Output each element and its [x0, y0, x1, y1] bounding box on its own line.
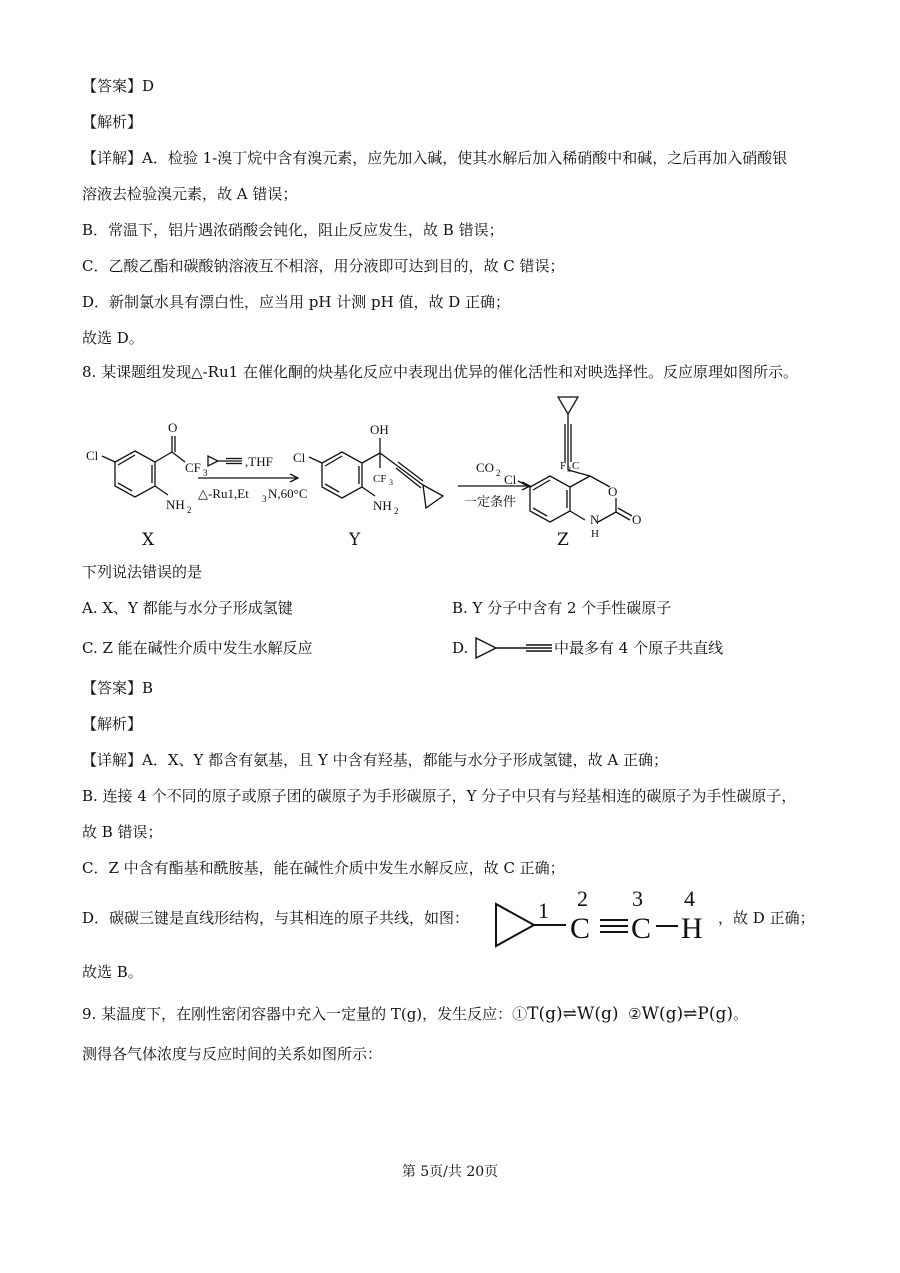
q8-option-d-prefix: D. [452, 639, 469, 657]
q8-detail-d-end: ，故 D 正确； [718, 909, 815, 927]
q8-analysis-heading: 【解析】 [82, 715, 143, 733]
q8-question: 下列说法错误的是 [82, 563, 203, 581]
svg-text:N,60°C: N,60°C [268, 486, 308, 501]
svg-text:CF: CF [373, 473, 387, 485]
q9-stem-line2: 测得各气体浓度与反应时间的关系如图所示： [82, 1045, 383, 1063]
page-footer: 第 5页/共 20页 [401, 1164, 499, 1180]
svg-text:O: O [608, 484, 618, 499]
q9-stem-text: 9. 某温度下，在刚性密闭容器中充入一定量的 T(g)，发生反应：① [82, 1005, 528, 1023]
q8-detail-b-line2: 故 B 错误； [82, 823, 163, 841]
q8-detail-d: D．碳碳三键是直线形结构，与其相连的原子共线，如图： [82, 909, 470, 927]
q8-option-c: C. Z 能在碱性介质中发生水解反应 [82, 639, 313, 657]
reaction-scheme [80, 392, 660, 552]
svg-text:Cl: Cl [293, 450, 306, 465]
q9-period: 。 [732, 1005, 748, 1023]
svg-text:4: 4 [684, 886, 695, 911]
svg-text:3: 3 [632, 886, 643, 911]
svg-text:C: C [572, 460, 580, 472]
cyclopropylacetylene-structure [474, 634, 554, 662]
q7-detail-a-line1: 【详解】A．检验 1-溴丁烷中含有溴元素，应先加入碱，使其水解后加入稀硝酸中和碱，之后再加入硝酸银 [82, 149, 788, 167]
z-benzene-ring [530, 476, 570, 522]
svg-text:1: 1 [538, 898, 549, 923]
svg-text:3: 3 [567, 465, 571, 474]
svg-text:3: 3 [262, 494, 267, 504]
q9-equation-1: T(g)⇌W(g) [527, 1004, 619, 1024]
x-benzene-ring [115, 451, 155, 497]
svg-text:NH: NH [166, 497, 185, 512]
svg-text:OH: OH [370, 422, 389, 437]
y-benzene-ring [322, 452, 362, 498]
svg-text:F: F [560, 460, 567, 472]
q8-answer: 【答案】B [82, 679, 154, 697]
svg-text:H: H [591, 528, 599, 540]
svg-text:2: 2 [577, 886, 588, 911]
q7-detail-b: B．常温下，铝片遇浓硝酸会钝化，阻止反应发生，故 B 错误； [82, 221, 504, 239]
svg-text:Cl: Cl [86, 448, 99, 463]
svg-text:3: 3 [389, 478, 393, 487]
q7-selection: 故选 D。 [82, 329, 144, 347]
q7-analysis-heading: 【解析】 [82, 113, 143, 131]
q8-selection: 故选 B。 [82, 963, 143, 981]
linear-atoms-figure [490, 884, 716, 954]
q7-answer: 【答案】D [82, 77, 155, 95]
q8-detail-b-line1: B. 连接 4 个不同的原子或原子团的碳原子为手形碳原子，Y 分子中只有与羟基相连的碳原子为手性碳原子， [82, 787, 797, 805]
svg-text:一定条件: 一定条件 [464, 494, 517, 509]
svg-text:NH: NH [373, 498, 392, 513]
q8-option-d-suffix: 中最多有 4 个原子共直线 [554, 639, 724, 657]
label-z: Z [557, 530, 569, 550]
svg-text:CF: CF [185, 460, 201, 475]
q9-equation-2: W(g)⇌P(g) [641, 1004, 733, 1024]
label-x: X [142, 530, 155, 550]
svg-text:2: 2 [394, 506, 399, 516]
svg-text:N: N [590, 512, 600, 527]
svg-text:2: 2 [187, 505, 192, 515]
svg-text:CO: CO [476, 460, 495, 475]
svg-text:C: C [570, 912, 591, 945]
svg-text:C: C [631, 912, 652, 945]
svg-text:H: H [681, 912, 703, 945]
svg-text:O: O [168, 420, 178, 435]
label-y: Y [349, 530, 361, 550]
svg-text:2: 2 [496, 468, 501, 478]
q8-detail-c: C．Z 中含有酯基和酰胺基，能在碱性介质中发生水解反应，故 C 正确； [82, 859, 565, 877]
q8-option-a: A. X、Y 都能与水分子形成氢键 [82, 599, 293, 617]
svg-text:Cl: Cl [504, 472, 517, 487]
q8-detail-a: 【详解】A．X、Y 都含有氨基，且 Y 中含有羟基，都能与水分子形成氢键，故 A 正确； [82, 751, 668, 769]
q9-stem-line1 [82, 1004, 748, 1024]
svg-text:O: O [632, 512, 642, 527]
q8-stem: 8. 某课题组发现△-Ru1 在催化酮的炔基化反应中表现出优异的催化活性和对映选择性。反应原理如图所示。 [82, 363, 798, 381]
svg-text:△-Ru1,Et: △-Ru1,Et [198, 486, 249, 501]
q7-detail-a-line2: 溶液去检验溴元素，故 A 错误； [82, 185, 298, 203]
q9-circled-2: ② [628, 1005, 642, 1023]
q8-option-b: B. Y 分子中含有 2 个手性碳原子 [452, 599, 672, 617]
q7-detail-c: C．乙酸乙酯和碳酸钠溶液互不相溶，用分液即可达到目的，故 C 错误； [82, 257, 565, 275]
svg-text:,THF: ,THF [245, 454, 273, 469]
q7-detail-d: D．新制氯水具有漂白性，应当用 pH 计测 pH 值，故 D 正确； [82, 293, 511, 311]
svg-text:3: 3 [203, 468, 208, 478]
